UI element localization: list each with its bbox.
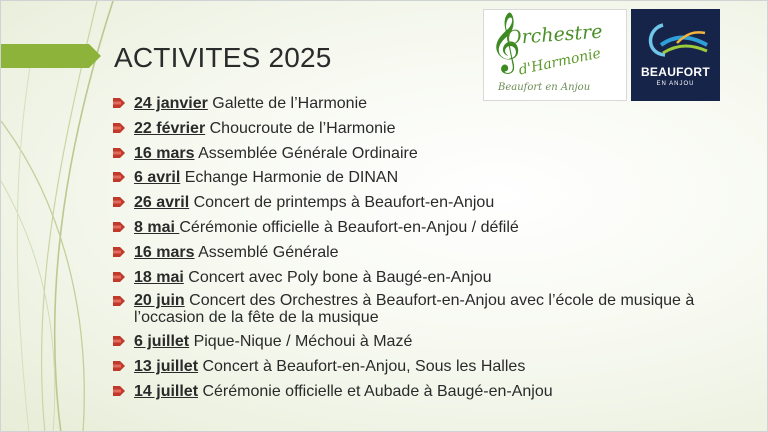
list-item [112,382,752,401]
list-item [112,332,752,351]
activity-date: 18 mai [134,268,184,286]
list-item [112,94,752,113]
activity-text: Concert de printemps à Beaufort-en-Anjou [189,194,495,212]
activity-date: 26 avril [134,194,190,212]
logo-line-orchestre: Orchestre [505,20,604,50]
arrow-bullet-icon [113,98,125,108]
activity-date: 16 mars [134,144,195,162]
arrow-bullet-icon [113,247,125,257]
beaufort-swoosh-icon [641,19,710,63]
logo-beaufort-sub: EN ANJOU [656,81,695,87]
activity-date: 6 avril [134,169,181,187]
activity-text: Cérémonie officielle à Beaufort-en-Anjou / défilé [179,218,519,236]
arrow-bullet-icon [113,296,125,306]
activity-text: Choucroute de l’Harmonie [205,119,396,137]
activity-date: 6 juillet [134,333,190,351]
activity-text: Galette de l’Harmonie [207,95,368,112]
arrow-bullet-icon [113,272,125,282]
activity-text: Concert des Orchestres à Beaufort-en-Anjou avec l’école de musique à l’occasion de la fête de la musique [134,292,695,327]
treble-clef-icon: 𝄞 [490,12,521,72]
list-item [112,243,752,262]
activity-text: Concert à Beaufort-en-Anjou, Sous les Halles [198,357,526,375]
activity-date: 24 janvier [134,95,208,112]
list-item [112,357,752,376]
arrow-bullet-icon [113,148,125,158]
list-item [112,218,752,237]
activity-date: 13 juillet [134,357,199,375]
arrow-bullet-icon [113,222,125,232]
logo-line-beaufort: Beaufort en Anjou [498,82,591,93]
activity-text: Assemblé Générale [194,243,339,261]
list-item [112,292,752,326]
list-item [112,168,752,187]
activity-date: 22 février [134,119,206,137]
logo-beaufort-name: BEAUFORT [640,65,711,79]
activity-date: 20 juin [134,292,185,310]
arrow-bullet-icon [113,386,125,396]
activity-text: Concert avec Poly bone à Baugé-en-Anjou [183,268,492,286]
activities-list [112,94,752,407]
list-item [112,119,752,138]
activity-text: Cérémonie officielle et Aubade à Baugé-en-Anjou [198,382,553,400]
list-item [112,193,752,212]
activity-text: Pique-Nique / Méchoui à Mazé [189,333,413,351]
arrow-bullet-icon [113,123,125,133]
arrow-bullet-icon [113,336,125,346]
arrow-bullet-icon [113,361,125,371]
list-item [112,144,752,163]
arrow-bullet-icon [113,197,125,207]
activity-date: 8 mai [134,218,180,236]
activity-text: Echange Harmonie de DINAN [180,169,399,187]
activity-date: 16 mars [134,243,195,261]
arrow-bullet-icon [113,172,125,182]
activity-date: 14 juillet [134,382,199,400]
activity-text: Assemblée Générale Ordinaire [194,144,418,162]
title-accent-arrow [1,44,101,68]
list-item [112,268,752,287]
orchestre-harmonie-logo [483,9,627,101]
beaufort-en-anjou-logo [631,9,720,101]
logo-line-harmonie: d'Harmonie [517,45,603,79]
slide-title: ACTIVITES 2025 [114,42,332,73]
